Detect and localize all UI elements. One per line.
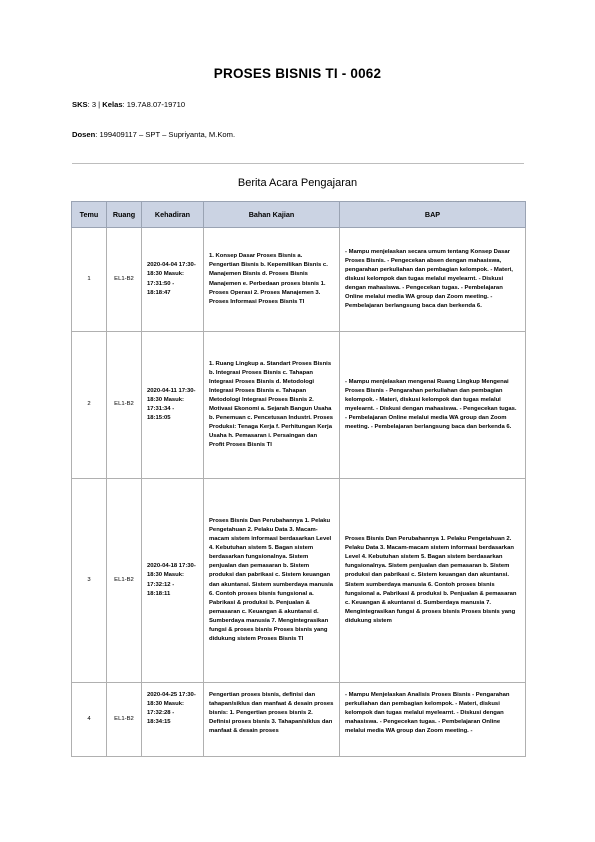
course-title: PROSES BISNIS TI - 0062	[213, 66, 382, 81]
ruang-cell: EL1-B2	[107, 228, 142, 332]
section-title: Berita Acara Pengajaran	[237, 177, 358, 189]
kelas-label: Kelas	[102, 100, 123, 109]
header-temu: Temu	[72, 202, 107, 228]
header-kehadiran: Kehadiran	[142, 202, 204, 228]
ruang-cell: EL1-B2	[107, 683, 142, 757]
bap-cell: - Mampu menjelaskan secara umum tentang Konsep Dasar Proses Bisnis. - Pengecekan absen dengan mahasiswa, pengarahan perkuliahan dan pembagian kelompok. - Materi, diskusi kelompok dan tugas melalui myelearnt. - Diskusi dengan mahasiswa. - Pengecekan tugas. - Pembelajaran Online melalui media WA group dan Zoom meeting. - Pembelajaran berlangsung baca dan berkenda 6.	[340, 228, 526, 332]
temu-cell: 1	[72, 228, 107, 332]
ruang-cell: EL1-B2	[107, 479, 142, 683]
bap-cell: Proses Bisnis Dan Perubahannya 1. Pelaku Pengetahuan 2. Pelaku Data 3. Macam-macam sistem informasi berdasarkan Level 4. Kebutuhan sistem 5. Bagan sistem berdasarkan fungsionalnya. Sistem penjualan dan pemasaran b. Sistem produksi dan pabrikasi c. Sistem keuangan dan akuntansi. Sistem sumberdaya manusia 6. Contoh proses bisnis fungsional a. Pabrikasi & produksi b. Penjualan & pemasaran c. Keuangan & akuntansi d. Sumberdaya manusia 7. Mengintegrasikan fungsi & proses bisnis Proses bisnis yang didukung sistem	[340, 479, 526, 683]
header-bahan-kajian: Bahan Kajian	[204, 202, 340, 228]
bahan-kajian-cell: Proses Bisnis Dan Perubahannya 1. Pelaku Pengetahuan 2. Pelaku Data 3. Macam-macam sistem informasi berdasarkan Level 4. Kebutuhan sistem 5. Bagan sistem berdasarkan fungsionalnya. Sistem penjualan dan pemasaran b. Sistem produksi dan pabrikasi c. Sistem keuangan dan akuntansi. Sistem sumberdaya manusia 6. Contoh proses bisnis fungsional a. Pabrikasi & produksi b. Penjualan & pemasaran c. Keuangan & akuntansi d. Sumberdaya manusia 7. Mengintegrasikan fungsi & proses bisnis Proses bisnis yang didukung sistem Proses Bisnis TI	[204, 479, 340, 683]
divider	[72, 163, 524, 164]
bap-cell: - Mampu Menjelaskan Analisis Proses Bisnis - Pengarahan perkuliahan dan pembagian kelompok. - Materi, diskusi kelompok dan tugas melalui myelearnt. - Diskusi dengan mahasiswa. - Pengecekan tugas. - Pembelajaran Online melalui media WA group dan Zoom meeting. -	[340, 683, 526, 757]
ruang-cell: EL1-B2	[107, 332, 142, 479]
table-row	[72, 332, 526, 479]
kehadiran-cell: 2020-04-11 17:30-18:30 Masuk: 17:31:34 - 18:15:05	[142, 332, 204, 479]
kehadiran-cell: 2020-04-04 17:30-18:30 Masuk: 17:31:50 - 18:18:47	[142, 228, 204, 332]
bap-table	[71, 201, 526, 757]
table-row	[72, 683, 526, 757]
kelas-value: : 19.7A8.07-19710	[122, 100, 186, 109]
table-header-row	[72, 202, 526, 228]
bahan-kajian-cell: 1. Ruang Lingkup a. Standart Proses Bisnis b. Integrasi Proses Bisnis c. Tahapan Integrasi Proses Bisnis d. Metodologi Integrasi Proses Bisnis e. Tahapan Metodologi Integrasi Proses Bisnis 2. Motivasi Ekonomi a. Sejarah Bangun Usaha b. Penemuan c. Pencetusan Industri. Proses Produksi: Tenaga Kerja f. Perhitungan Kerja Usaha h. Pemasaran i. Persaingan dan Profit Proses Bisnis TI	[204, 332, 340, 479]
kehadiran-cell: 2020-04-18 17:30-18:30 Masuk: 17:32:12 - 18:18:11	[142, 479, 204, 683]
kehadiran-cell: 2020-04-25 17:30-18:30 Masuk: 17:32:28 - 18:34:15	[142, 683, 204, 757]
bahan-kajian-cell: 1. Konsep Dasar Proses Bisnis a. Pengertian Bisnis b. Kepemilikan Bisnis c. Manajemen Bisnis d. Proses Bisnis Manajemen e. Perbedaan proses bisnis 1. Proses Operasi 2. Proses Manajemen 3. Proses Informasi Proses Bisnis TI	[204, 228, 340, 332]
header-ruang: Ruang	[107, 202, 142, 228]
table-row	[72, 479, 526, 683]
table-row	[72, 228, 526, 332]
dosen-label: Dosen	[72, 130, 96, 139]
temu-cell: 2	[72, 332, 107, 479]
header-bap: BAP	[340, 202, 526, 228]
dosen-line	[72, 130, 235, 139]
sks-label: SKS	[72, 100, 88, 109]
course-meta-line	[72, 100, 185, 109]
bahan-kajian-cell: Pengertian proses bisnis, definisi dan tahapan/siklus dan manfaat & desain proses bisnis: 1. Pengertian proses bisnis 2. Definisi proses bisnis 3. Tahapan/siklus dan manfaat & desain proses	[204, 683, 340, 757]
bap-cell: - Mampu menjelaskan mengenai Ruang Lingkup Mengenai Proses Bisnis - Pengarahan perkuliahan dan pembagian kelompok. - Materi, diskusi kelompok dan tugas melalui myelearnt. - Diskusi dengan mahasiswa. - Pengecekan tugas. - Pembelajaran Online melalui media WA group dan Zoom meeting. - Pembelajaran berlangsung baca dan berkenda 6.	[340, 332, 526, 479]
sks-value: : 3 |	[87, 100, 101, 109]
dosen-value: : 199409117 – SPT – Supriyanta, M.Kom.	[95, 130, 236, 139]
temu-cell: 4	[72, 683, 107, 757]
temu-cell: 3	[72, 479, 107, 683]
